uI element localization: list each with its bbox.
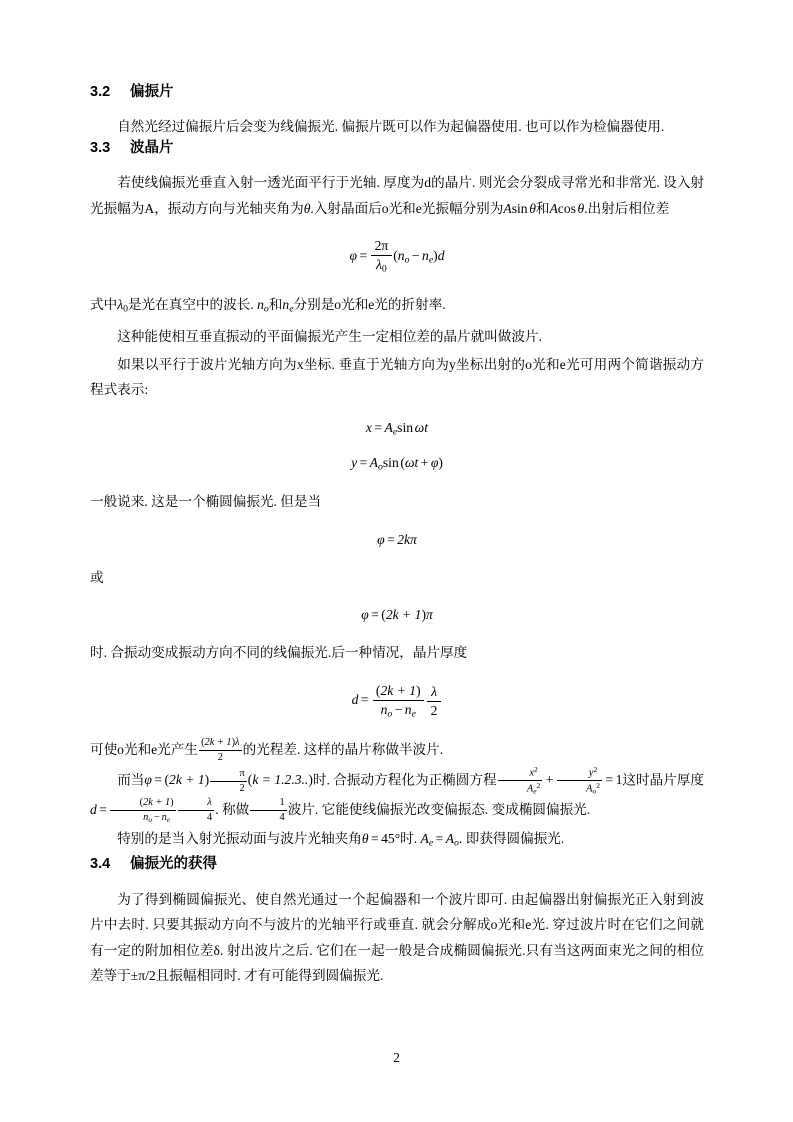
fraction-2k1-over-no-ne-inline: $\frac{(2k + 1)}{n_o - n_e}$ [110, 797, 175, 825]
math-expression: φ = $\frac{2\pi}{\lambda_0}$ $(n_o - n_e)d$ [349, 238, 445, 275]
inline-math-ne: $n_e$ [282, 297, 294, 315]
inline-math-one-quarter [249, 797, 288, 823]
equation-condition-even [90, 532, 704, 548]
inline-math-2k1-lambda-over-2 [198, 737, 243, 764]
paragraph-3-3-5: 一般说来. 这是一个椭圆偏振光. 但是当 [90, 494, 322, 510]
section-heading-3-2 [90, 84, 704, 101]
fraction-lambda-over-2: $\frac{\lambda}{2}$ [427, 684, 441, 719]
text-run: . 称做 [215, 801, 250, 817]
text-run: 这时晶片厚度 [622, 772, 705, 788]
text-run: .出射后相位差 [584, 200, 670, 216]
section-number-3-4: 3.4 [90, 856, 111, 873]
text-run: 和 [268, 297, 283, 313]
fraction-2pi-lambda0: $\frac{2\pi}{\lambda_0}$ [371, 238, 391, 275]
text-run: 和 [535, 200, 550, 216]
page-number: 2 [393, 1050, 400, 1065]
section-heading-3-4 [90, 856, 704, 873]
text-run: 可使o光和e光产生 [90, 741, 198, 757]
math-expression: d = $\frac{(2k + 1)}{n_o - n_e}$ $\frac{\lambda}{2}$ [352, 692, 443, 707]
text-run: 分别是o光和e光的折射率. [293, 297, 446, 313]
text-run: 自然光经过偏振片后会变为线偏振光 [117, 119, 335, 135]
text-run: .入射晶面后o光和e光振幅分别为 [310, 200, 504, 216]
inline-math-ae-equals-ao: $A_e = A_o$ [420, 831, 459, 849]
cos-label: cos [557, 200, 576, 216]
paragraph-3-3-9 [90, 766, 704, 824]
inline-math-ellipse-equation: $\frac{x^2}{A_e^2}$ + $\frac{y^2}{A_o^2}$ = 1 [497, 772, 623, 787]
text-run: 特别的是当入射光振动面与波片光轴夹角 [117, 831, 362, 847]
text-run: 若使线偏振光垂直入射一透光面平行于光轴. 厚度为d的晶片. 则光会分裂成寻常光和非常光. 设入射光振幅为A，振动方向与光轴夹角为 [90, 175, 704, 216]
equation-x-component [90, 420, 704, 438]
section-title-3-3: 波晶片 [130, 139, 174, 156]
section-number-3-2: 3.2 [90, 84, 111, 100]
fraction-inline: $\frac{(2k + 1)\lambda}{2}$ [199, 737, 242, 764]
inline-math-a-cos-theta: Acos θ [549, 200, 585, 216]
inline-math-theta-45: θ = 45° [361, 831, 401, 847]
paragraph-3-3-2 [90, 292, 704, 322]
paragraph-3-3-7: 时. 合振动变成振动方向不同的线偏振光.后一种情况，晶片厚度 [90, 645, 468, 661]
inline-math-lambda0: $\lambda_0$ [117, 297, 128, 315]
section-heading-3-3 [90, 140, 704, 157]
fraction-x2-over-Ae2: $\frac{x^2}{A_e^2}$ [498, 766, 543, 797]
text-run: 时. [400, 831, 421, 847]
section-title-3-2: 偏振片 [130, 84, 174, 100]
paragraph-3-4-1: 为了得到椭圆偏振光、使自然光通过一个起偏器和一个波片即可. 由起偏器出射偏振光正入射到波片中去时. 只要其振动方向不与波片的光轴平行或垂直. 就会分解成o光和e光. 穿过波片时在它们之间就有一定的附加相位差δ. 射出波片之后. 它们在一起一般是合成椭圆偏振光.只有当这两面束光之间的相位差等于±π/2且振幅相同时. 才有可能得到圆偏振光. [90, 891, 704, 984]
text-run: . 偏振片既可以作为起偏器使用. 也可以作为检偏器使用. [334, 119, 665, 135]
inline-math-no: $n_o$ [257, 297, 269, 315]
equation-y-component [90, 455, 704, 473]
fraction-1-over-4: $\frac{1}{4}$ [250, 797, 286, 824]
paragraph-3-3-8 [90, 737, 704, 764]
paragraph-3-3-6: 或 [90, 569, 104, 585]
paragraph-3-2-1 [90, 114, 704, 140]
fraction-lambda-over-4: $\frac{\lambda}{4}$ [178, 797, 214, 824]
math-expression: $x = A_e\sin$ ωt [365, 419, 429, 438]
equation-phase-difference [90, 238, 704, 275]
paragraph-3-3-3: 这种能使相互垂直振动的平面偏振光产生一定相位差的晶片就叫做波片. [117, 329, 542, 345]
text-run: 时. 合振动方程化为正椭圆方程 [312, 772, 497, 788]
section-number-3-3: 3.3 [90, 139, 111, 156]
math-expression: φ = (2k + 1)π [361, 607, 433, 623]
paragraph-3-3-1 [90, 170, 704, 221]
inline-math-a-sin-theta: Asin θ [503, 200, 536, 216]
text-run: 是光在真空中的波长. [127, 297, 258, 313]
fraction-y2-over-Ao2: $\frac{y^2}{A_o^2}$ [557, 766, 602, 797]
text-run: 的光程差. 这样的晶片称做半波片. [242, 741, 444, 757]
text-run: . 即获得圆偏振光. [458, 831, 565, 847]
text-run: 波片. 它能使线偏振光改变偏振态. 变成椭圆偏振光. [287, 801, 591, 817]
math-expression: φ = 2kπ [377, 531, 417, 547]
inline-math-quarter-wave-thickness: d = $\frac{(2k + 1)}{n_o - n_e}$ $\frac{\lambda}{4}$ [90, 802, 215, 817]
paragraph-3-3-4: 如果以平行于波片光轴方向为x坐标. 垂直于光轴方向为y坐标出射的o光和e光可用两个简谐振动方程式表示: [90, 356, 704, 398]
fraction-pi-over-2: $\frac{\pi}{2}$ [210, 768, 247, 795]
inline-math-phi-condition: φ = (2k + 1) $\frac{\pi}{2}$ (k = 1.2.3..) [144, 767, 313, 794]
text-run: 而当 [117, 772, 145, 788]
fraction-2k1-over-no-ne: $\frac{(2k + 1)}{n_o - n_e}$ [373, 683, 424, 720]
paragraph-3-3-10 [90, 826, 704, 856]
equation-condition-odd [90, 607, 704, 623]
text-run: 式中 [90, 297, 118, 313]
section-title-3-4: 偏振光的获得 [130, 856, 217, 873]
math-expression: $y = A_o\sin$ (ωt + φ) [351, 454, 443, 473]
page-content [90, 84, 704, 989]
equation-thickness [90, 683, 704, 720]
inline-math-theta: θ [303, 200, 311, 216]
